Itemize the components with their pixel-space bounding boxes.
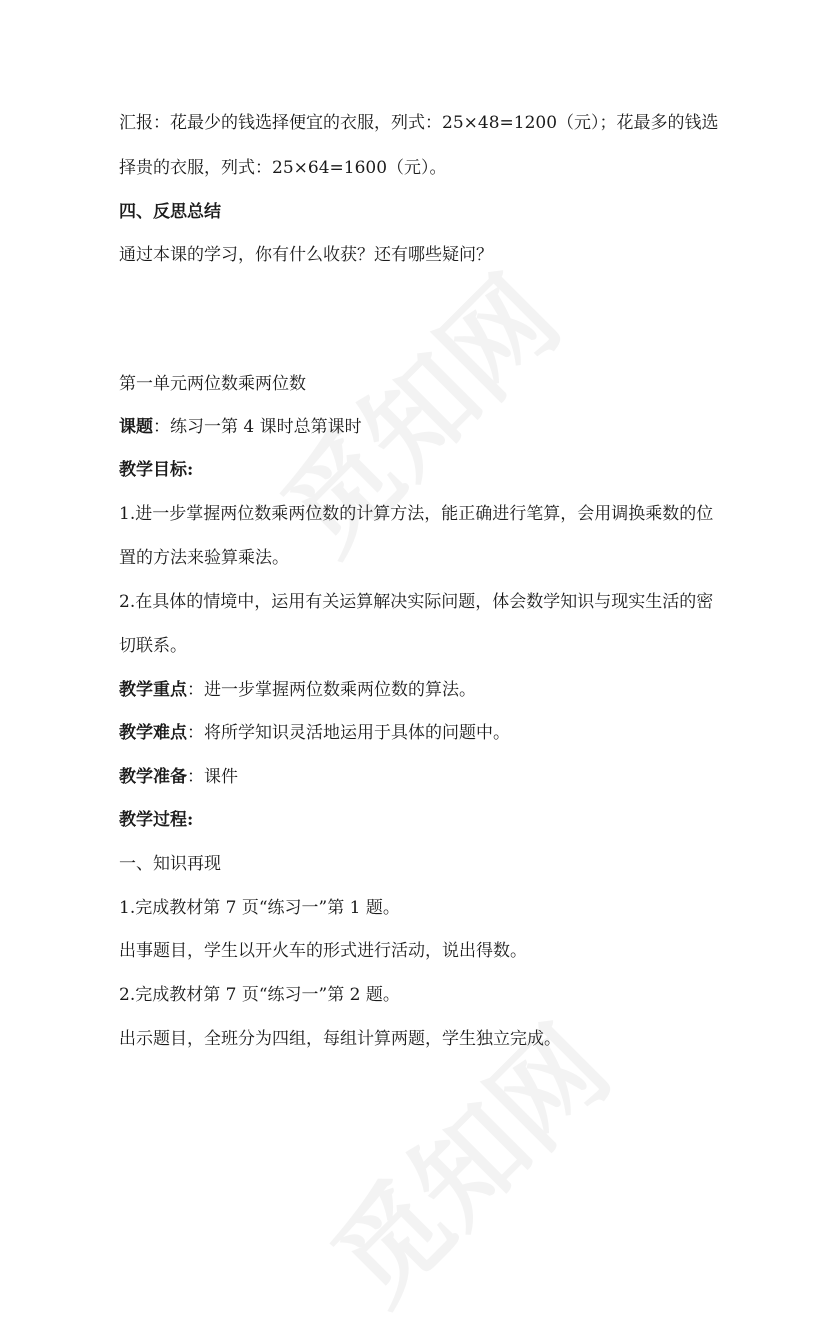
preparation-line <box>119 765 719 789</box>
reflection-question: 通过本课的学习，你有什么收获？还有哪些疑问？ <box>119 245 493 265</box>
watermark <box>242 236 587 581</box>
topic-label: 课题 <box>119 417 153 437</box>
key-point-label: 教学重点 <box>119 680 187 700</box>
objectives-heading: 教学目标: <box>119 460 194 480</box>
topic-line <box>119 415 719 439</box>
section-heading-review: 一、知识再现 <box>119 854 221 874</box>
section-heading-reflection: 四、反思总结 <box>119 202 221 222</box>
difficulty-line <box>119 721 719 745</box>
unit-title: 第一单元两位数乘两位数 <box>119 374 306 394</box>
objective-1-line-2: 置的方法来验算乘法。 <box>119 548 289 568</box>
report-line-2: 择贵的衣服，列式：25×64=1600（元）。 <box>119 158 447 178</box>
difficulty-text: ：将所学知识灵活地运用于具体的问题中。 <box>187 723 510 743</box>
preparation-text: ：课件 <box>187 767 238 787</box>
topic-text: ：练习一第 4 课时总第课时 <box>153 417 362 437</box>
objective-2-line-1: 2.在具体的情境中，运用有关运算解决实际问题，体会数学知识与现实生活的密 <box>119 592 714 612</box>
process-heading: 教学过程: <box>119 810 194 830</box>
key-point-text: ：进一步掌握两位数乘两位数的算法。 <box>187 680 476 700</box>
exercise-2-desc: 出示题目，全班分为四组，每组计算两题，学生独立完成。 <box>119 1029 561 1049</box>
exercise-1-desc: 出事题目，学生以开火车的形式进行活动，说出得数。 <box>119 941 527 961</box>
preparation-label: 教学准备 <box>119 767 187 787</box>
report-line-1: 汇报：花最少的钱选择便宜的衣服，列式：25×48=1200（元）；花最多的钱选 <box>119 113 719 133</box>
objective-2-line-2: 切联系。 <box>119 636 187 656</box>
objective-1-line-1: 1.进一步掌握两位数乘两位数的计算方法，能正确进行笔算，会用调换乘数的位 <box>119 504 714 524</box>
key-point-line <box>119 678 719 702</box>
exercise-2-title: 2.完成教材第 7 页“练习一”第 2 题。 <box>119 985 400 1005</box>
exercise-1-title: 1.完成教材第 7 页“练习一”第 1 题。 <box>119 898 400 918</box>
difficulty-label: 教学难点 <box>119 723 187 743</box>
